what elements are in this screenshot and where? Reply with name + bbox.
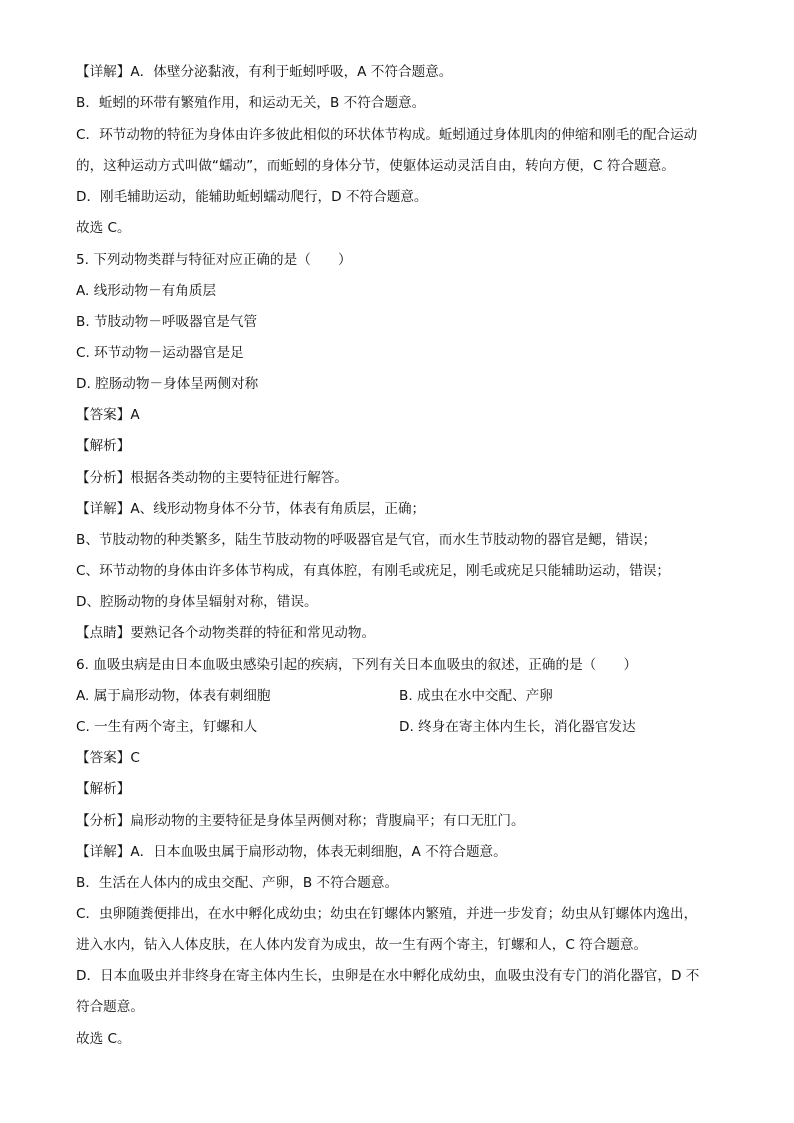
explanation-line: D．刚毛辅助运动，能辅助蚯蚓蠕动爬行，D 不符合题意。	[76, 189, 428, 205]
q6-detail-line: D．日本血吸虫并非终身在寄主体内生长，虫卵是在水中孵化成幼虫，血吸虫没有专门的消化器官，D 不	[76, 968, 700, 984]
q5-analysis-heading: 【解析】	[76, 438, 131, 454]
q5-answer: 【答案】A	[76, 407, 140, 423]
q6-detail-line: 【详解】A．日本血吸虫属于扁形动物，体表无刺细胞，A 不符合题意。	[76, 844, 507, 860]
q6-options-row-1	[76, 686, 726, 706]
q5-detail-line: D、腔肠动物的身体呈辐射对称，错误。	[76, 594, 318, 610]
q6-option-c: C. 一生有两个寄主，钉螺和人	[76, 719, 258, 735]
q6-answer: 【答案】C	[76, 750, 140, 766]
q6-analysis-heading: 【解析】	[76, 781, 131, 797]
q5-option-a: A. 线形动物－有角质层	[76, 283, 217, 299]
conclusion-line: 故选 C。	[76, 220, 131, 236]
q6-option-b: B. 成虫在水中交配、产卵	[399, 688, 553, 704]
q5-detail-line: C、环节动物的身体由许多体节构成，有真体腔，有刚毛或疣足，刚毛或疣足只能辅助运动，错误；	[76, 563, 671, 579]
conclusion-line: 故选 C。	[76, 1031, 131, 1047]
explanation-line: B．蚯蚓的环带有繁殖作用，和运动无关，B 不符合题意。	[76, 95, 426, 111]
q6-detail-line: B．生活在人体内的成虫交配、产卵，B 不符合题意。	[76, 875, 399, 891]
q5-detail-line: B、节肢动物的种类繁多，陆生节肢动物的呼吸器官是气官，而水生节肢动物的器官是鳃，错误；	[76, 532, 657, 548]
q5-option-b: B. 节肢动物－呼吸器官是气管	[76, 314, 258, 330]
explanation-line: C．环节动物的特征为身体由许多彼此相似的环状体节构成。蚯蚓通过身体肌肉的伸缩和刚毛的配合运动	[76, 127, 698, 143]
q6-analysis: 【分析】扁形动物的主要特征是身体呈两侧对称；背腹扁平；有口无肛门。	[76, 813, 525, 829]
q6-detail-line: 进入水内，钻入人体皮肤，在人体内发育为成虫，故一生有两个寄主，钉螺和人，C 符合题意。	[76, 937, 648, 953]
explanation-line: 【详解】A．体壁分泌黏液，有利于蚯蚓呼吸，A 不符合题意。	[76, 64, 453, 80]
q5-option-d: D. 腔肠动物－身体呈两侧对称	[76, 376, 259, 392]
q5-detail-line: 【详解】A、线形动物身体不分节，体表有角质层，正确；	[76, 501, 426, 517]
q6-option-d: D. 终身在寄主体内生长，消化器官发达	[399, 719, 636, 735]
q6-detail-line: C．虫卵随粪便排出，在水中孵化成幼虫；幼虫在钉螺体内繁殖，并进一步发育；幼虫从钉螺体内逸出，	[76, 906, 698, 922]
q5-analysis: 【分析】根据各类动物的主要特征进行解答。	[76, 470, 348, 486]
explanation-line: 的，这种运动方式叫做“蠕动”，而蚯蚓的身体分节，使躯体运动灵活自由，转向方便，C 符合题意。	[76, 158, 675, 174]
q6-detail-line: 符合题意。	[76, 999, 144, 1015]
q6-option-a: A. 属于扁形动物，体表有刺细胞	[76, 688, 271, 704]
question-6: 6. 血吸虫病是由日本血吸虫感染引起的疾病，下列有关日本血吸虫的叙述，正确的是（ ）	[76, 657, 638, 673]
q5-option-c: C. 环节动物－运动器官是足	[76, 345, 244, 361]
question-5: 5. 下列动物类群与特征对应正确的是（ ）	[76, 252, 352, 268]
q6-options-row-2	[76, 717, 726, 737]
q5-key-point: 【点睛】要熟记各个动物类群的特征和常见动物。	[76, 625, 376, 641]
